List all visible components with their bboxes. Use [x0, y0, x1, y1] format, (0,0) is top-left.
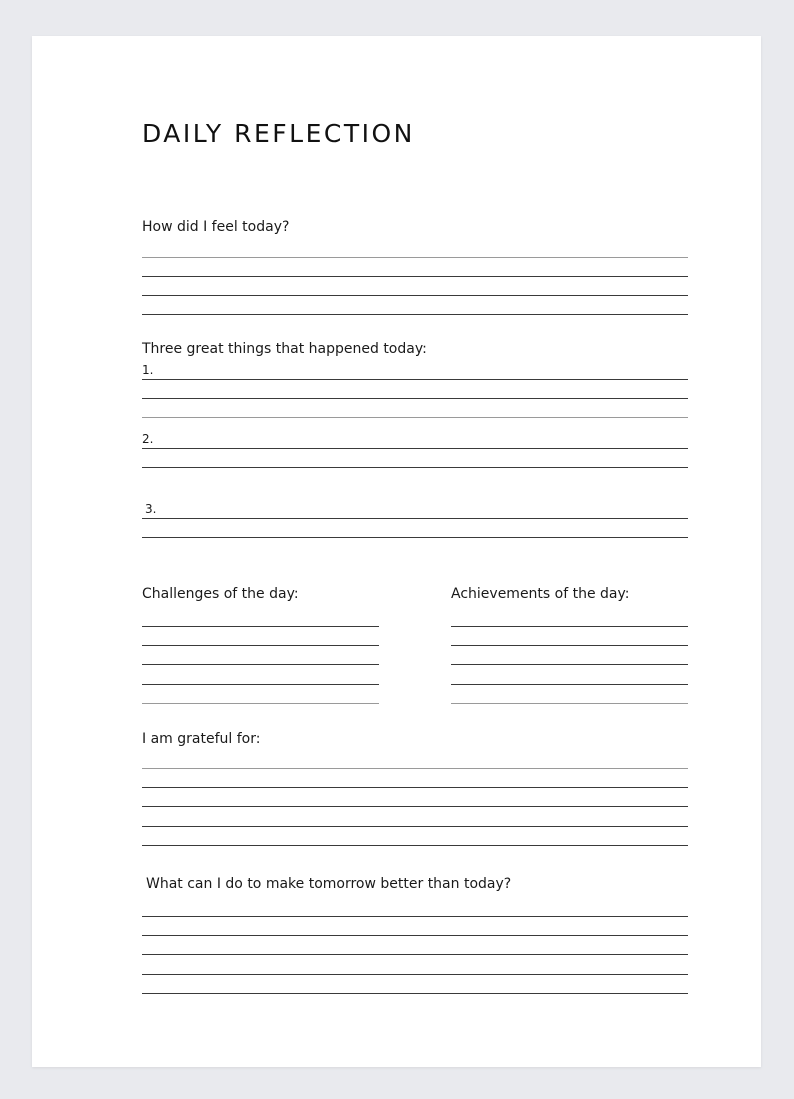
great-thing-1-line[interactable]: [142, 379, 688, 380]
grateful-writing-line[interactable]: [142, 768, 688, 769]
worksheet-page: [32, 36, 761, 1067]
great-thing-3-line[interactable]: [142, 518, 688, 519]
achievements-writing-line[interactable]: [451, 703, 688, 704]
grateful-writing-line[interactable]: [142, 826, 688, 827]
achievements-writing-line[interactable]: [451, 664, 688, 665]
challenges-prompt: Challenges of the day:: [142, 586, 299, 602]
feel-writing-line[interactable]: [142, 257, 688, 258]
tomorrow-writing-line[interactable]: [142, 935, 688, 936]
tomorrow-writing-line[interactable]: [142, 993, 688, 994]
challenges-writing-line[interactable]: [142, 684, 379, 685]
feel-writing-line[interactable]: [142, 295, 688, 296]
list-number-2: 2.: [142, 432, 154, 446]
achievements-writing-line[interactable]: [451, 645, 688, 646]
achievements-prompt: Achievements of the day:: [451, 586, 630, 602]
tomorrow-writing-line[interactable]: [142, 954, 688, 955]
great-thing-3-line[interactable]: [142, 537, 688, 538]
great-thing-2-line[interactable]: [142, 467, 688, 468]
page-title: DAILY REFLECTION: [142, 119, 415, 148]
challenges-writing-line[interactable]: [142, 626, 379, 627]
grateful-prompt: I am grateful for:: [142, 731, 261, 747]
challenges-writing-line[interactable]: [142, 664, 379, 665]
challenges-writing-line[interactable]: [142, 703, 379, 704]
three-great-things-prompt: Three great things that happened today:: [142, 341, 427, 357]
achievements-writing-line[interactable]: [451, 684, 688, 685]
feel-writing-line[interactable]: [142, 276, 688, 277]
great-thing-2-line[interactable]: [142, 448, 688, 449]
list-number-1: 1.: [142, 363, 154, 377]
feel-writing-line[interactable]: [142, 314, 688, 315]
achievements-writing-line[interactable]: [451, 626, 688, 627]
grateful-writing-line[interactable]: [142, 845, 688, 846]
tomorrow-prompt: What can I do to make tomorrow better than today?: [146, 876, 512, 892]
great-thing-1-line[interactable]: [142, 417, 688, 418]
grateful-writing-line[interactable]: [142, 787, 688, 788]
great-thing-1-line[interactable]: [142, 398, 688, 399]
tomorrow-writing-line[interactable]: [142, 974, 688, 975]
challenges-writing-line[interactable]: [142, 645, 379, 646]
list-number-3: 3.: [145, 502, 157, 516]
grateful-writing-line[interactable]: [142, 806, 688, 807]
tomorrow-writing-line[interactable]: [142, 916, 688, 917]
feel-prompt: How did I feel today?: [142, 219, 290, 235]
